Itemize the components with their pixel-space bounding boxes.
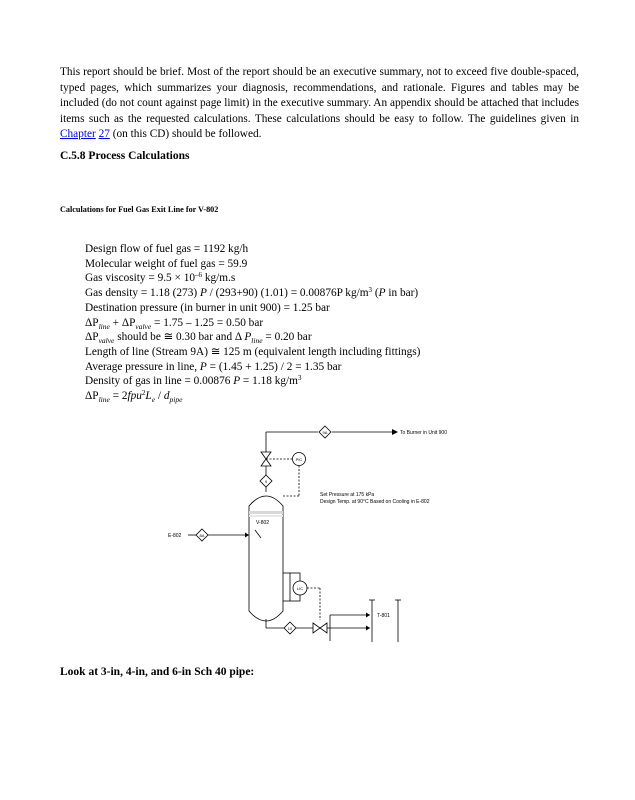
- density-exponent: 3: [368, 286, 373, 295]
- calc-average-pressure: [85, 360, 565, 375]
- avg-pressure-b: = (1.45 + 1.25) / 2 = 1.35 bar: [206, 360, 342, 373]
- pic-label: PIC: [295, 457, 303, 462]
- intro-text-b: (on this CD) should be followed.: [109, 128, 262, 141]
- calc-pressure-drop-sum: [85, 316, 565, 331]
- intro-paragraph: [60, 65, 579, 143]
- calc-subheading: Calculations for Fuel Gas Exit Line for V-802: [60, 205, 219, 214]
- dp-split-sub1: valve: [98, 336, 115, 346]
- design-temp-note: Design Temp. at 90°C Based on Cooling in E-802: [320, 499, 430, 505]
- viscosity-text: Gas viscosity = 9.5 × 10: [85, 272, 196, 285]
- line-density-a: Density of gas in line = 0.00876: [85, 375, 234, 388]
- formula-d: d: [163, 390, 170, 403]
- formula-b: /: [155, 390, 164, 403]
- stream-10-label: 10: [287, 626, 293, 631]
- chapter-link[interactable]: Chapter: [60, 128, 96, 141]
- chapter-number-link[interactable]: 27: [98, 128, 110, 141]
- calc-gas-density: [85, 286, 565, 301]
- calc-destination-pressure: Destination pressure (in burner in unit 900) = 1.25 bar: [85, 301, 330, 314]
- dp-sum-a: ΔP: [85, 316, 99, 329]
- vessel-v802: [249, 496, 283, 621]
- avg-pressure-p: P: [199, 360, 207, 373]
- dp-sum-c: = 1.75 – 1.25 = 0.50 bar: [151, 316, 264, 329]
- calculation-list: [85, 242, 565, 404]
- demister-pad-upper: [249, 511, 283, 514]
- avg-pressure-a: Average pressure in line,: [85, 360, 200, 373]
- calc-viscosity: [85, 271, 565, 286]
- density-text-d: in bar): [385, 287, 419, 300]
- calc-design-flow: Design flow of fuel gas = 1192 kg/h: [85, 243, 249, 255]
- stream-9-label: 9: [264, 479, 268, 484]
- density-text-b: / (293+90) (1.01) = 0.00876P kg/m: [206, 287, 369, 300]
- dp-split-a: ΔP: [85, 331, 99, 344]
- dp-sum-sub2: valve: [135, 321, 152, 331]
- set-pressure-note: Set Pressure at 175 kPa: [320, 492, 375, 498]
- formula-lhs-sub: line: [98, 395, 110, 405]
- calc-molecular-weight: Molecular weight of fuel gas = 59.9: [85, 257, 248, 270]
- demister-pad-lower: [249, 515, 283, 517]
- calc-line-density: [85, 374, 565, 389]
- line-density-p: P: [233, 375, 241, 388]
- viscosity-unit: kg/m.s: [202, 272, 236, 285]
- pipe-comparison-heading: Look at 3-in, 4-in, and 6-in Sch 40 pipe:: [60, 666, 255, 678]
- formula-lhs: ΔP: [85, 390, 99, 403]
- lic-label: LIC: [296, 586, 304, 591]
- valve-lower-icon: [261, 459, 271, 466]
- density-p1: P: [199, 287, 207, 300]
- tank-label: T-801: [377, 613, 390, 619]
- line-density-b: = 1.18 kg/m: [240, 375, 298, 388]
- stream-8a-label: 8A: [199, 533, 205, 538]
- formula-l: L: [145, 390, 152, 403]
- dp-sum-sub1: line: [98, 321, 110, 331]
- density-p2: P: [378, 287, 386, 300]
- density-text-a: Gas density = 1.18 (273): [85, 287, 200, 300]
- density-text-c: (: [372, 287, 379, 300]
- formula-fpu: fpu: [127, 390, 142, 403]
- vessel-label: V-802: [256, 520, 270, 526]
- dp-split-b: should be ≅ 0.30 bar and Δ: [114, 331, 245, 344]
- arrow-to-burner-icon: [392, 429, 398, 435]
- formula-l-sub: e: [151, 395, 156, 405]
- control-valve-left-icon: [313, 623, 320, 633]
- calc-line-length: Length of line (Stream 9A) ≅ 125 m (equivalent length including fittings): [85, 345, 421, 358]
- inlet-arrow-icon: [245, 533, 249, 538]
- bypass-arrow-icon: [366, 613, 370, 618]
- calc-pressure-drop-formula: [85, 389, 565, 404]
- section-heading: C.5.8 Process Calculations: [60, 150, 190, 162]
- dp-split-d: = 0.20 bar: [262, 331, 312, 344]
- dp-split-c: P: [244, 331, 252, 344]
- formula-d-sub: pipe: [169, 395, 183, 405]
- bottoms-arrow-icon: [366, 626, 370, 631]
- stream-9a-label: 9A: [322, 430, 328, 435]
- to-burner-label: To Burner in Unit 900: [400, 430, 447, 436]
- process-flow-diagram: [160, 420, 500, 642]
- dp-split-sub2: line: [251, 336, 263, 346]
- formula-a: = 2: [109, 390, 128, 403]
- formula-exponent: 2: [141, 389, 146, 398]
- intro-text-a: This report should be brief. Most of the report should be an executive summary, not to exceed five double-spaced, typed pages, which summarizes your diagnosis, recommendations, and rationale. Figures and tables may be included (do not count against page limit) in the executive summary. An appendix should be attached that includes items such as the requested calculations. These calculations should be easy to follow. The guidelines given in: [60, 66, 579, 125]
- valve-upper-icon: [261, 452, 271, 459]
- control-valve-right-icon: [320, 623, 327, 633]
- calc-pressure-drop-split: [85, 330, 565, 345]
- line-density-exponent: 3: [297, 374, 302, 383]
- exchanger-label: E-802: [168, 533, 182, 539]
- viscosity-exponent: –6: [195, 271, 203, 280]
- dp-sum-b: + ΔP: [109, 316, 136, 329]
